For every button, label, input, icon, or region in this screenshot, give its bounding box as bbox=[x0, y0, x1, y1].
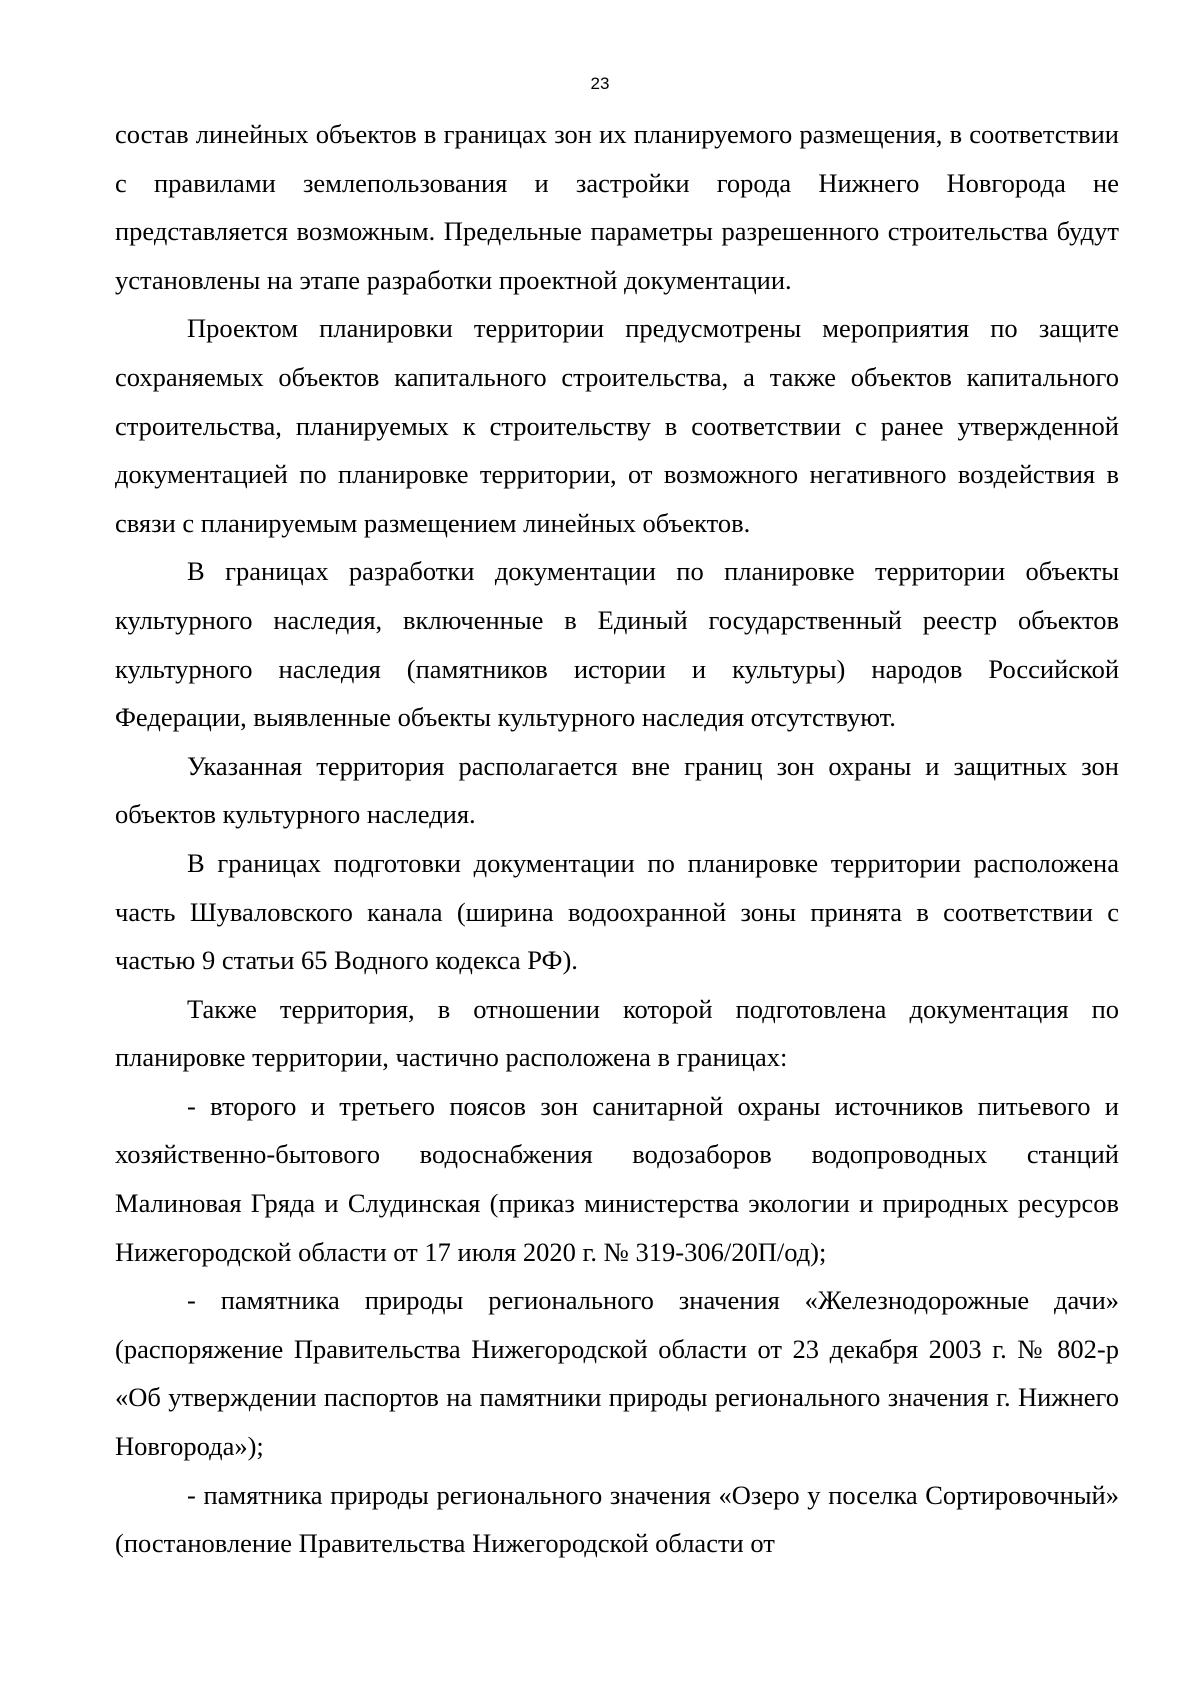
paragraph-cultural-heritage: В границах разработки документации по планировке территории объекты культурного наследия, включенные в Единый государственный реестр объектов культурного наследия (памятников истории и культуры) народов Российской Федерации, выявленные объекты культурного наследия отсутствуют. bbox=[115, 556, 1119, 733]
paragraph-shuvalovsky-canal: В границах подготовки документации по планировке территории расположена часть Шуваловского канала (ширина водоохранной зоны принята в соответствии с частью 9 статьи 65 Водного кодекса РФ). bbox=[115, 847, 1119, 976]
paragraph-linear-objects-continuation: состав линейных объектов в границах зон их планируемого размещения, в соответствии с правилами землепользования и застройки города Нижнего Новгорода не представляется возможным. Предельные параметры разрешенного строительства будут установлены на этапе разработки проектной документации. bbox=[115, 119, 1119, 295]
document-body bbox=[115, 110, 1119, 1568]
paragraph-protection-zones: Указанная территория располагается вне границ зон охраны и защитных зон объектов культурного наследия. bbox=[115, 750, 1119, 830]
page-number: 23 bbox=[590, 74, 610, 93]
list-item-lake-sortirovochny: - памятника природы регионального значения «Озеро у поселка Сортировочный» (постановление Правительства Нижегородской области от bbox=[115, 1479, 1119, 1559]
list-item-sanitary-zones: - второго и третьего поясов зон санитарной охраны источников питьевого и хозяйственно-бытового водоснабжения водозаборов водопроводных станций Малиновая Гряда и Слудинская (приказ министерства экологии и природных ресурсов Нижегородской области от 17 июля 2020 г. № 319-306/20П/од); bbox=[115, 1090, 1119, 1267]
list-item-railway-dachas: - памятника природы регионального значения «Железнодорожные дачи» (распоряжение Правительства Нижегородской области от 23 декабря 2003 г. № 802-р «Об утверждении паспортов на памятники природы регионального значения г. Нижнего Новгорода»); bbox=[115, 1285, 1119, 1462]
paragraph-territory-boundaries: Также территория, в отношении которой подготовлена документация по планировке территории, частично расположена в границах: bbox=[115, 993, 1119, 1073]
paragraph-protection-measures: Проектом планировки территории предусмотрены мероприятия по защите сохраняемых объектов капитального строительства, а также объектов капитального строительства, планируемых к строительству в соответствии с ранее утвержденной документацией по планировке территории, от возможного негативного воздействия в связи с планируемым размещением линейных объектов. bbox=[115, 313, 1119, 538]
